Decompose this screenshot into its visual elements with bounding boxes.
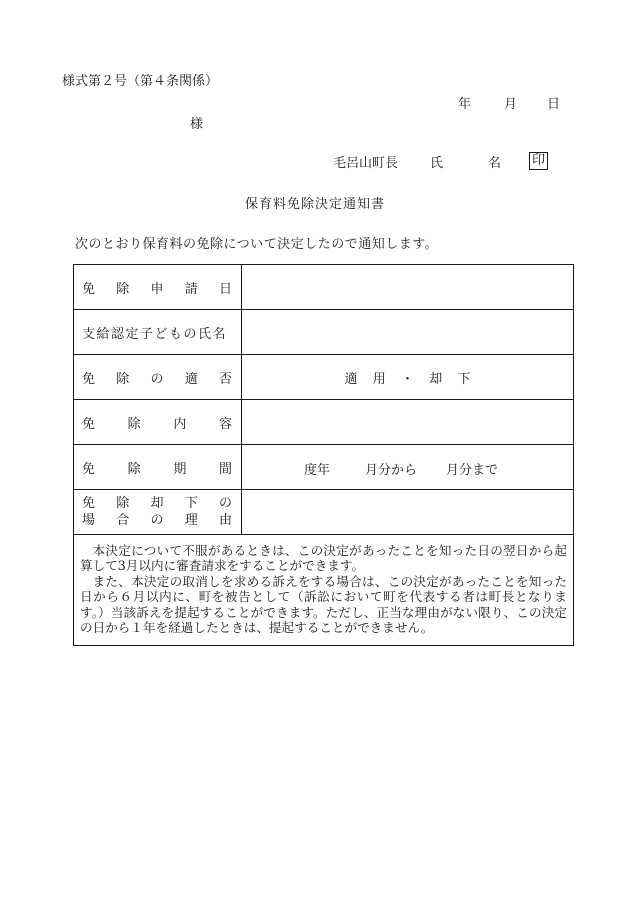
notice-text [74,535,574,646]
row-rejection-reason [74,490,574,535]
sender-name-1: 氏 [430,156,444,171]
label-content: 免 除 内 容 [74,400,242,445]
form-table [73,264,574,646]
label-rejection-reason: 免 除 却 下 の 場 合 の 理 由 [74,490,242,535]
field-period[interactable] [242,445,574,490]
date-day: 日 [547,97,561,112]
notice-paragraph-2: また、本決定の取消しを求める訴えをする場合は、この決定があったことを知った日から６月以内に、町を被告として（訴訟において町を代表する者は町長となります。）当該訴えを提起することができます。ただし、正当な理由がない限り、この決定の日から１年を経過したときは、提起することができません。 [80,573,567,636]
row-content [74,400,574,445]
document-title: 保育料免除決定通知書 [244,197,385,212]
date-month: 月 [504,97,518,112]
approval-options: 適 用 ・ 却 下 [344,371,471,387]
label-child-name: 支給認定子どもの氏名 [74,310,242,355]
field-content[interactable] [242,400,574,445]
seal-mark: 印 [529,152,548,170]
field-child-name[interactable] [242,310,574,355]
notice-paragraph-1: 本決定について不服があるときは、この決定があったことを知った日の翌日から起算して3月以内に審査請求をすることができます。 [80,543,567,574]
label-approval: 免 除 の 適 否 [74,355,242,400]
field-application-date[interactable] [242,265,574,310]
row-approval [74,355,574,400]
row-child-name [74,310,574,355]
period-from: 月分から [365,463,418,478]
addressee-suffix: 様 [190,117,204,132]
sender-title: 毛呂山町長 [333,156,399,171]
label-period: 免 除 期 間 [74,445,242,490]
label-application-date: 免 除 申 請 日 [74,265,242,310]
date-year: 年 [458,97,472,112]
sender-name-2: 名 [488,156,502,171]
field-approval[interactable] [242,355,574,400]
period-year: 度年 [304,463,331,478]
row-application-date [74,265,574,310]
field-rejection-reason[interactable] [242,490,574,535]
form-number: 様式第２号（第４条関係） [62,74,219,89]
row-period [74,445,574,490]
row-notice [74,535,574,646]
period-to: 月分まで [446,463,499,478]
intro-text: 次のとおり保育料の免除について決定したので通知します。 [75,237,439,252]
